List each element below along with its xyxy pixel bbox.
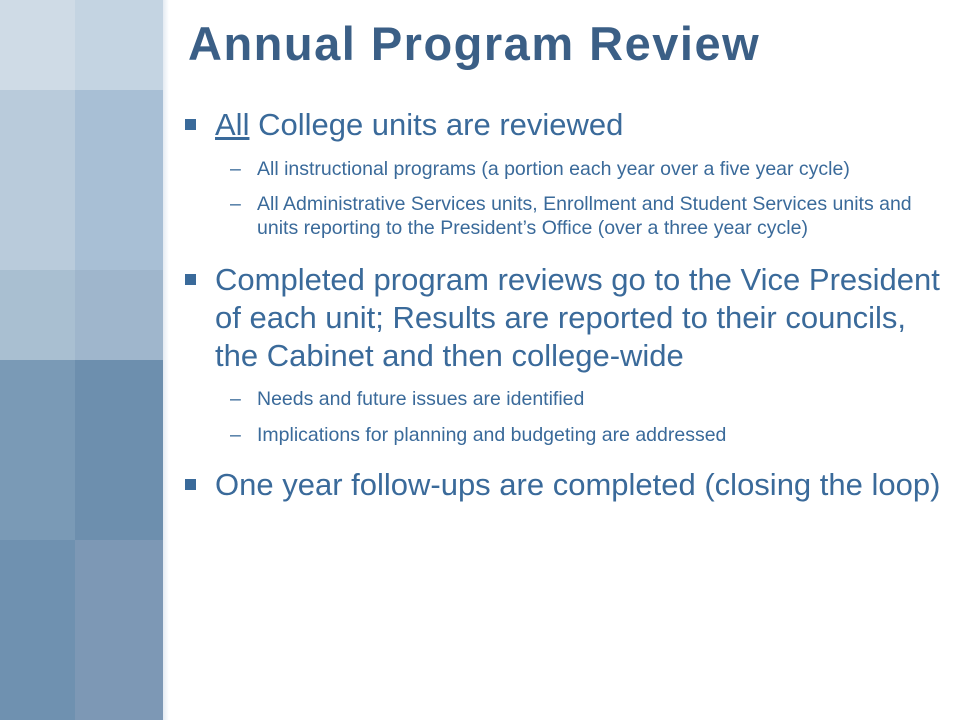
bullet-item	[185, 106, 945, 144]
square-bullet-icon	[185, 274, 196, 285]
sub-bullet-item	[185, 423, 945, 447]
slide-title: Annual Program Review	[188, 17, 761, 70]
mosaic-tile	[0, 0, 75, 90]
decorative-mosaic	[0, 0, 163, 720]
sub-bullet-text: All Administrative Services units, Enrollment and Student Services units and units reporting to the President’s Office (over a three year cycle)	[257, 193, 912, 239]
bullet-text: Completed program reviews go to the Vice President of each unit; Results are reported to their councils, the Cabinet and then college-wide	[215, 262, 940, 373]
dash-marker: –	[230, 424, 241, 446]
bullet-item	[185, 261, 945, 375]
bullet-item	[185, 466, 945, 504]
mosaic-tile	[75, 540, 163, 720]
sub-bullet-item	[185, 192, 945, 240]
mosaic-tile	[75, 90, 163, 270]
square-bullet-icon	[185, 479, 196, 490]
mosaic-tile	[75, 360, 163, 540]
dash-marker: –	[230, 193, 241, 215]
sub-bullet-item	[185, 157, 945, 181]
bullet-underlined-text: All	[215, 107, 250, 142]
dash-marker: –	[230, 158, 241, 180]
slide-body	[185, 106, 945, 504]
mosaic-tile	[0, 360, 75, 540]
mosaic-tile	[0, 90, 75, 270]
sub-bullet-item	[185, 387, 945, 411]
mosaic-tile	[75, 0, 163, 90]
sub-bullet-text: All instructional programs (a portion each year over a five year cycle)	[257, 158, 850, 180]
mosaic-tile	[75, 270, 163, 360]
square-bullet-icon	[185, 119, 196, 130]
dash-marker: –	[230, 388, 241, 410]
mosaic-edge-fade	[163, 0, 169, 720]
mosaic-tile	[0, 270, 75, 360]
mosaic-tile	[0, 540, 75, 720]
sub-bullet-text: Needs and future issues are identified	[257, 388, 585, 410]
bullet-text: One year follow-ups are completed (closing the loop)	[215, 467, 941, 502]
sub-bullet-text: Implications for planning and budgeting are addressed	[257, 424, 727, 446]
bullet-text: College units are reviewed	[249, 107, 624, 142]
